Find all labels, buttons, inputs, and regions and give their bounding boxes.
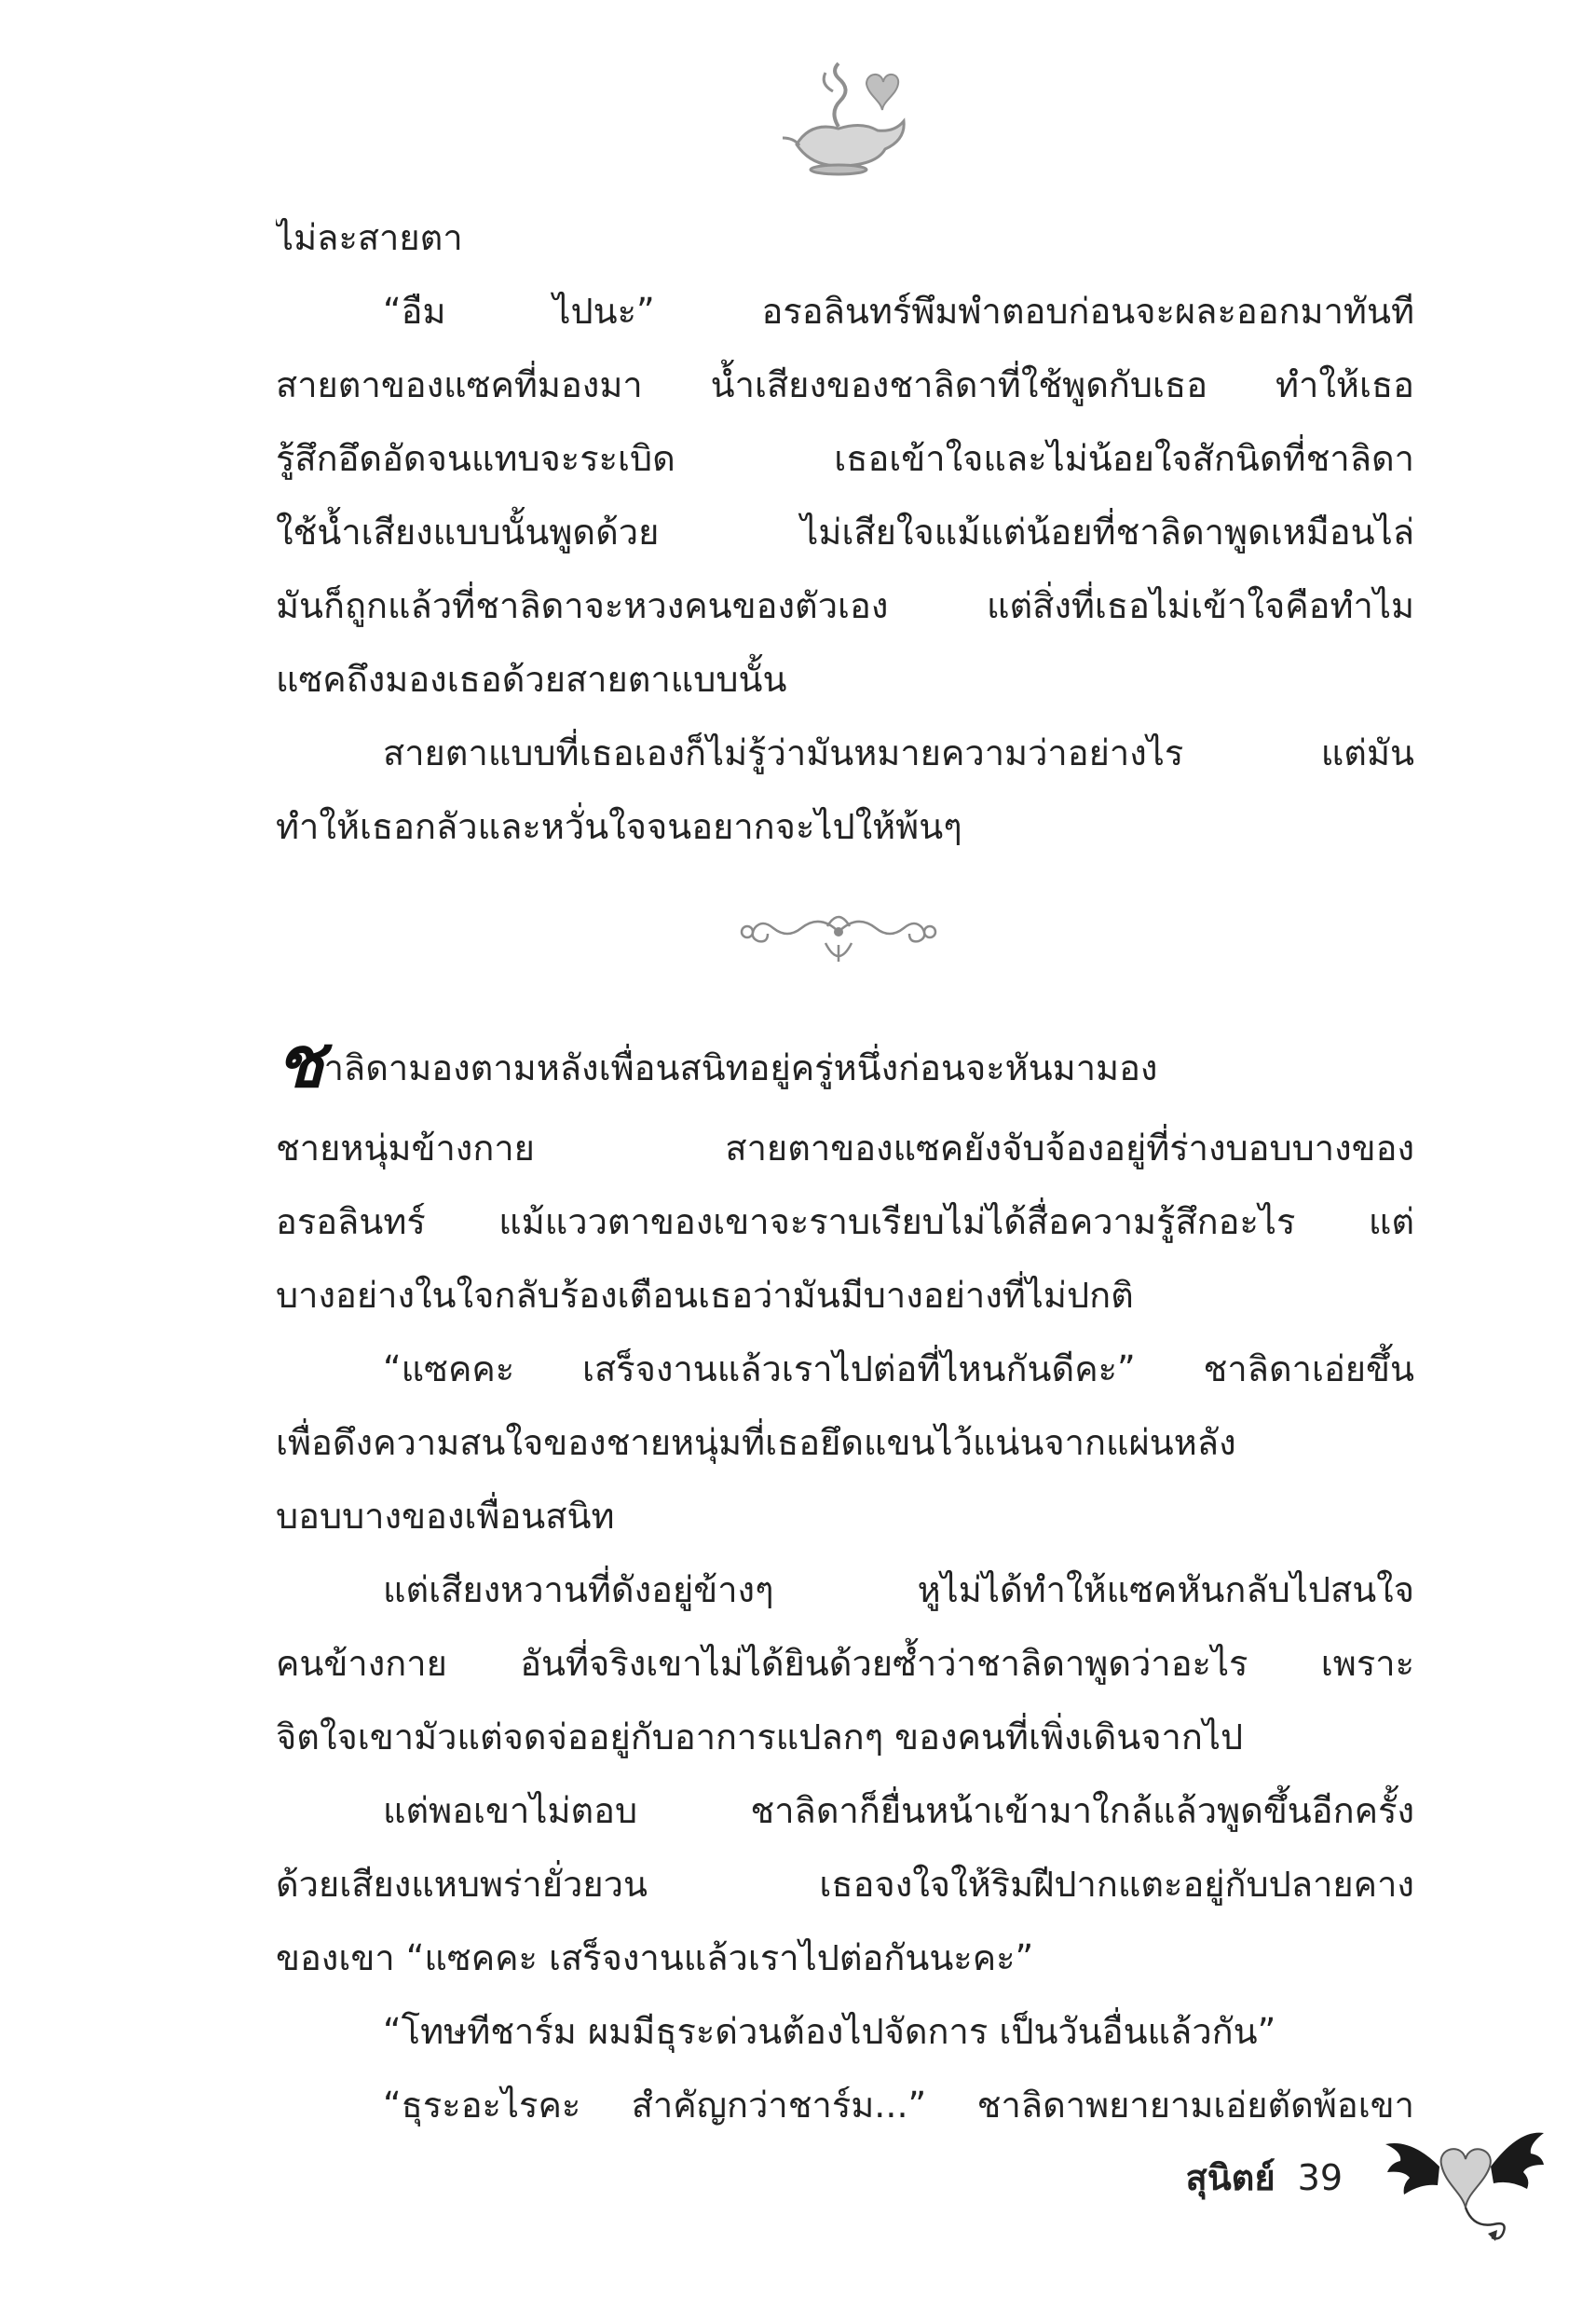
text-line: “แซคคะ เสร็จงานแล้วเราไปต่อที่ไหนกันดีคะ” ชาลิดาเอ่ยขึ้น (383, 1348, 1414, 1389)
text-line: แต่เสียงหวานที่ดังอยู่ข้างๆ หูไม่ได้ทำให้แซคหันกลับไปสนใจ (383, 1569, 1414, 1610)
text-line: อรอลินทร์ แม้แววตาของเขาจะราบเรียบไม่ได้สื่อความรู้สึกอะไร แต่ (276, 1201, 1414, 1242)
text-line: สายตาแบบที่เธอเองก็ไม่รู้ว่ามันหมายความว่าอย่างไร แต่มัน (383, 732, 1414, 773)
text-line: รู้สึกอึดอัดจนแทบจะระเบิด เธอเข้าใจและไม่น้อยใจสักนิดที่ชาลิดา (276, 438, 1414, 479)
text-line: ไม่ละสายตา (276, 217, 463, 258)
page-number: 39 (1297, 2157, 1343, 2198)
text-line: ทำให้เธอกลัวและหวั่นใจจนอยากจะไปให้พ้นๆ (276, 806, 962, 847)
genie-lamp-icon (773, 56, 913, 177)
text-line: แต่พอเขาไม่ตอบ ชาลิดาก็ยื่นหน้าเข้ามาใกล้แล้วพูดขึ้นอีกครั้ง (383, 1790, 1414, 1831)
page-footer (1186, 2149, 1343, 2206)
text-line: มันก็ถูกแล้วที่ชาลิดาจะหวงคนของตัวเอง แต่สิ่งที่เธอไม่เข้าใจคือทำไม (276, 585, 1414, 626)
first-line-with-dropcap (276, 1025, 1414, 1112)
text-line: จิตใจเขามัวแต่จดจ่ออยู่กับอาการแปลกๆ ของคนที่เพิ่งเดินจากไป (276, 1716, 1244, 1757)
text-line: ด้วยเสียงแหบพร่ายั่วยวน เธอจงใจให้ริมฝีปากแตะอยู่กับปลายคาง (276, 1864, 1414, 1905)
winged-heart-icon (1384, 2111, 1547, 2246)
text-line: คนข้างกาย อันที่จริงเขาไม่ได้ยินด้วยซ้ำว่าชาลิดาพูดว่าอะไร เพราะ (276, 1643, 1414, 1684)
first-line-text: าลิดามองตามหลังเพื่อนสนิทอยู่ครู่หนึ่งก่อนจะหันมามอง (323, 1047, 1158, 1088)
text-line: สายตาของแซคที่มองมา น้ำเสียงของชาลิดาที่ใช้พูดกับเธอ ทำให้เธอ (276, 364, 1414, 405)
text-line: ชายหนุ่มข้างกาย สายตาของแซคยังจับจ้องอยู่ที่ร่างบอบบางของ (276, 1128, 1414, 1169)
text-line: บอบบางของเพื่อนสนิท (276, 1496, 615, 1537)
text-line: ของเขา “แซคคะ เสร็จงานแล้วเราไปต่อกันนะคะ” (276, 1937, 1034, 1978)
text-section-1 (276, 201, 1414, 864)
text-line: “โทษทีชาร์ม ผมมีธุระด่วนต้องไปจัดการ เป็นวันอื่นแล้วกัน” (383, 2011, 1276, 2052)
author-name: สุนิตย์ (1185, 2157, 1275, 2198)
dropcap: ช (276, 1025, 324, 1103)
text-line: ใช้น้ำเสียงแบบนั้นพูดด้วย ไม่เสียใจแม้แต่น้อยที่ชาลิดาพูดเหมือนไล่ (276, 512, 1414, 553)
text-section-2 (276, 1025, 1414, 2142)
text-line: แซคถึงมองเธอด้วยสายตาแบบนั้น (276, 659, 787, 700)
text-line: “อืม ไปนะ” อรอลินทร์พึมพำตอบก่อนจะผละออกมาทันที (383, 291, 1414, 332)
text-line: “ธุระอะไรคะ สำคัญกว่าชาร์ม...” ชาลิดาพยายามเอ่ยตัดพ้อเขา (383, 2085, 1414, 2126)
text-line: บางอย่างในใจกลับร้องเตือนเธอว่ามันมีบางอย่างที่ไม่ปกติ (276, 1275, 1134, 1316)
text-line: เพื่อดึงความสนใจของชายหนุ่มที่เธอยึดแขนไว้แน่นจากแผ่นหลัง (276, 1422, 1236, 1463)
swirl-divider-icon (736, 904, 941, 978)
